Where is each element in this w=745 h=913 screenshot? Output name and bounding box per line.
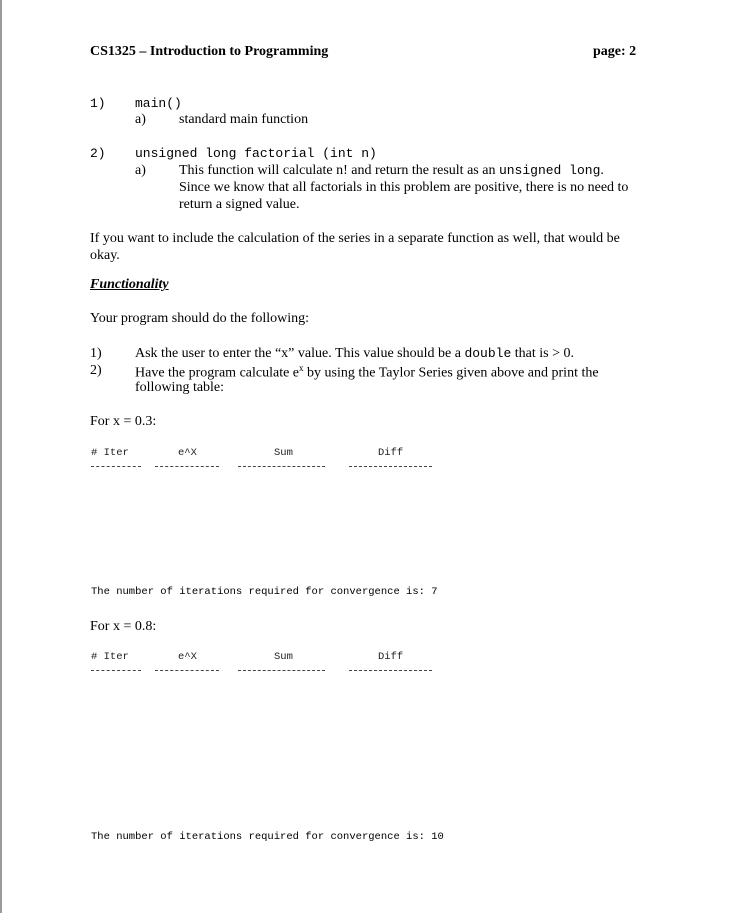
table-header-divider	[349, 466, 432, 467]
function-2-signature: unsigned long factorial (int n)	[135, 146, 377, 161]
step-1-number: 1)	[90, 346, 102, 361]
desc-text: This function will calculate n! and return the result as an	[179, 163, 499, 178]
table-header-divider	[155, 466, 219, 467]
desc-text-end: .	[600, 163, 604, 178]
step-2-pre: Have the program calculate e	[135, 365, 300, 381]
course-title: CS1325 – Introduction to Programming	[90, 44, 329, 59]
page-number: page: 2	[593, 44, 637, 59]
functionality-heading: Functionality	[90, 277, 169, 292]
table-1-convergence: The number of iterations required for convergence is: 7	[91, 586, 438, 598]
table-2-convergence: The number of iterations required for convergence is: 10	[91, 831, 444, 843]
function-1-number: 1)	[90, 96, 106, 111]
function-1-sub-letter: a)	[135, 112, 146, 127]
intro-text: Your program should do the following:	[90, 311, 310, 326]
function-2-description-line-2: Since we know that all factorials in this problem are positive, there is no need to	[179, 180, 629, 195]
note-line-2: okay.	[90, 248, 120, 263]
table-header-divider	[155, 670, 219, 671]
step-2-line-2: following table:	[135, 380, 225, 395]
step-1-post: that is > 0.	[511, 346, 574, 361]
step-2-number: 2)	[90, 363, 102, 378]
table-header-diff: Diff	[378, 651, 404, 663]
function-2-description-line-1	[179, 163, 604, 179]
table-1-label: For x = 0.3:	[90, 414, 157, 429]
function-1-signature: main()	[135, 96, 182, 111]
table-header-sum: Sum	[274, 447, 293, 459]
step-1-pre: Ask the user to enter the “x” value. This value should be a	[135, 346, 465, 361]
step-2-text	[135, 363, 599, 382]
note-line-1: If you want to include the calculation of the series in a separate function as well, that would be	[90, 231, 620, 246]
table-2-label: For x = 0.8:	[90, 619, 157, 634]
desc-code: unsigned long	[498, 163, 601, 178]
table-header-divider	[91, 670, 141, 671]
table-header-iter: # Iter	[91, 447, 129, 459]
table-header-diff: Diff	[378, 447, 404, 459]
table-header-sum: Sum	[274, 651, 293, 663]
table-header-divider	[238, 466, 325, 467]
function-2-description-line-3: return a signed value.	[179, 197, 300, 212]
table-header-divider	[91, 466, 141, 467]
function-1-description: standard main function	[179, 112, 309, 127]
step-2-superscript: x	[299, 363, 304, 373]
function-2-sub-letter: a)	[135, 163, 146, 178]
table-header-iter: # Iter	[91, 651, 129, 663]
table-header-ex: e^X	[178, 447, 197, 459]
table-header-divider	[238, 670, 325, 671]
table-header-ex: e^X	[178, 651, 197, 663]
table-header-divider	[349, 670, 432, 671]
step-1-code: double	[464, 346, 512, 361]
function-2-number: 2)	[90, 146, 106, 161]
step-2-post: by using the Taylor Series given above and print the	[303, 365, 599, 381]
step-1-text	[135, 346, 574, 362]
